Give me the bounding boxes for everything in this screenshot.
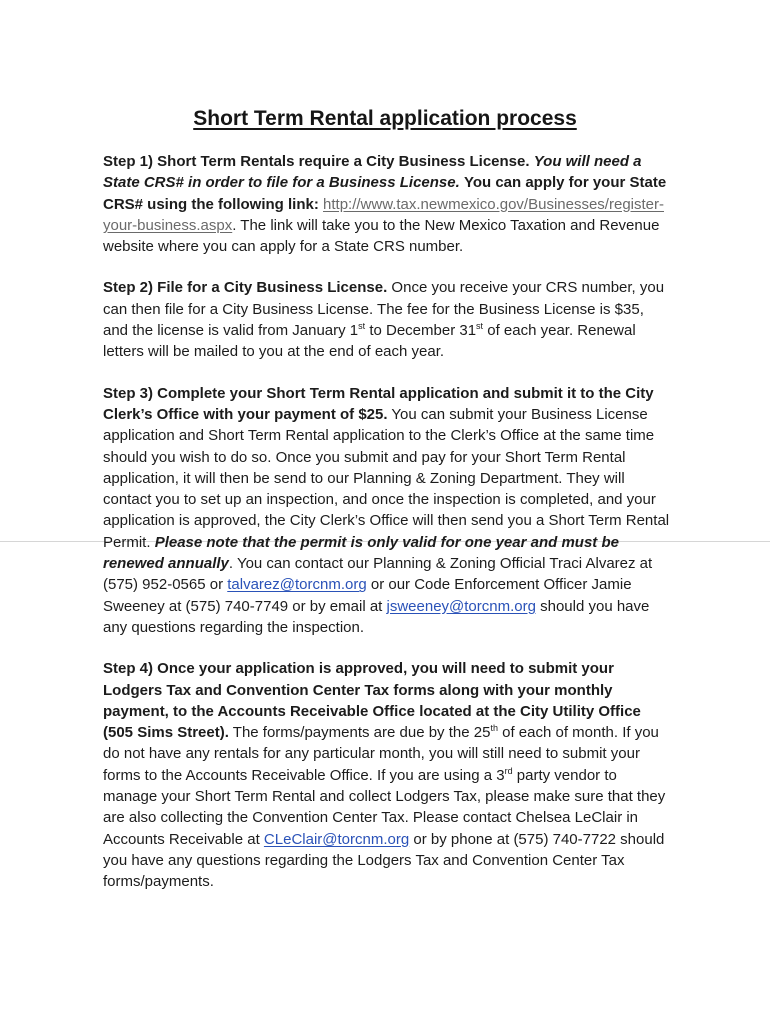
step-2-paragraph: [103, 277, 673, 362]
step-3-emphasis: Please note that the permit is only valid for one year and must be renewed annually: [103, 533, 619, 573]
crs-registration-link[interactable]: http://www.tax.newmexico.gov/Businesses/register-your-business.aspx: [103, 195, 664, 234]
step-1-text-b: . The link will take you to the New Mexico Taxation and Revenue website where you can apply for a State CRS number.: [103, 216, 660, 256]
talvarez-email-link[interactable]: talvarez@torcnm.org: [227, 576, 367, 594]
step-1-lead: Step 1) Short Term Rentals require a City Business License.: [103, 153, 530, 170]
step-2-sup-b: st: [476, 321, 484, 332]
step-2-text-a: Once you receive your CRS number, you can then file for a City Business License. The fee for the Business License is $35, and the license is valid from January 1: [103, 279, 665, 340]
step-4-text-b: of each of month. If you do not have any rentals for any particular month, you will still need to submit your forms to the Accounts Receivable Office. If you are using a 3: [103, 724, 659, 784]
step-1-text-a: You can apply for your State CRS# using the following link:: [103, 174, 667, 213]
step-3-text-b: . You can contact our Planning & Zoning Official Traci Alvarez at (575) 952-0565 or: [103, 555, 653, 594]
step-4-sup-a: th: [490, 723, 498, 734]
step-3-text-a: You can submit your Business License application and Short Term Rental application to the Clerk’s Office at the same time should you wish to do so. Once you submit and pay for your Short Term Rental application, it will then be send to our Planning & Zoning Department. They will contact you to set up an inspection, and once the inspection is completed, and your application is approved, the City Clerk’s Office will then send you a Short Term Rental Permit.: [103, 405, 670, 551]
step-2-text-b: to December 31: [365, 322, 477, 340]
step-1-paragraph: [103, 151, 673, 257]
document-body: [103, 151, 673, 913]
step-3-paragraph: [103, 383, 673, 639]
step-2-text-c: of each year. Renewal letters will be mailed to you at the end of each year.: [103, 322, 636, 361]
jsweeney-email-link[interactable]: jsweeney@torcnm.org: [386, 597, 536, 615]
cleclair-email-link[interactable]: CLeClair@torcnm.org: [263, 830, 410, 848]
step-3-lead: Step 3) Complete your Short Term Rental application and submit it to the City Clerk’s Office with your payment of $25.: [103, 384, 654, 423]
document-title: Short Term Rental application process: [193, 107, 577, 130]
step-4-sup-b: rd: [504, 765, 513, 776]
step-4-lead: Step 4) Once your application is approved, you will need to submit your Lodgers Tax and Convention Center Tax forms along with your monthly payment, to the Accounts Receivable Office located at the City Utility Office (505 Sims Street).: [103, 660, 641, 742]
step-2-sup-a: st: [358, 321, 366, 332]
step-4-text-d: or by phone at (575) 740-7722 should you have any questions regarding the Lodgers Tax and Convention Center Tax forms/payments.: [103, 830, 665, 891]
step-4-text-a: The forms/payments are due by the 25: [228, 724, 491, 742]
step-3-text-c: or our Code Enforcement Officer Jamie Sweeney at (575) 740-7749 or by email at: [103, 576, 632, 615]
step-4-paragraph: [103, 658, 673, 892]
step-1-emphasis: You will need a State CRS# in order to file for a Business License.: [103, 153, 642, 192]
step-4-text-c: party vendor to manage your Short Term Rental and collect Lodgers Tax, please make sure that they are also collecting the Convention Center Tax. Please contact Chelsea LeClair in Accounts Receivable at: [103, 766, 666, 848]
step-2-lead: Step 2) File for a City Business License.: [103, 279, 388, 297]
step-3-text-d: should you have any questions regarding the inspection.: [103, 597, 650, 636]
